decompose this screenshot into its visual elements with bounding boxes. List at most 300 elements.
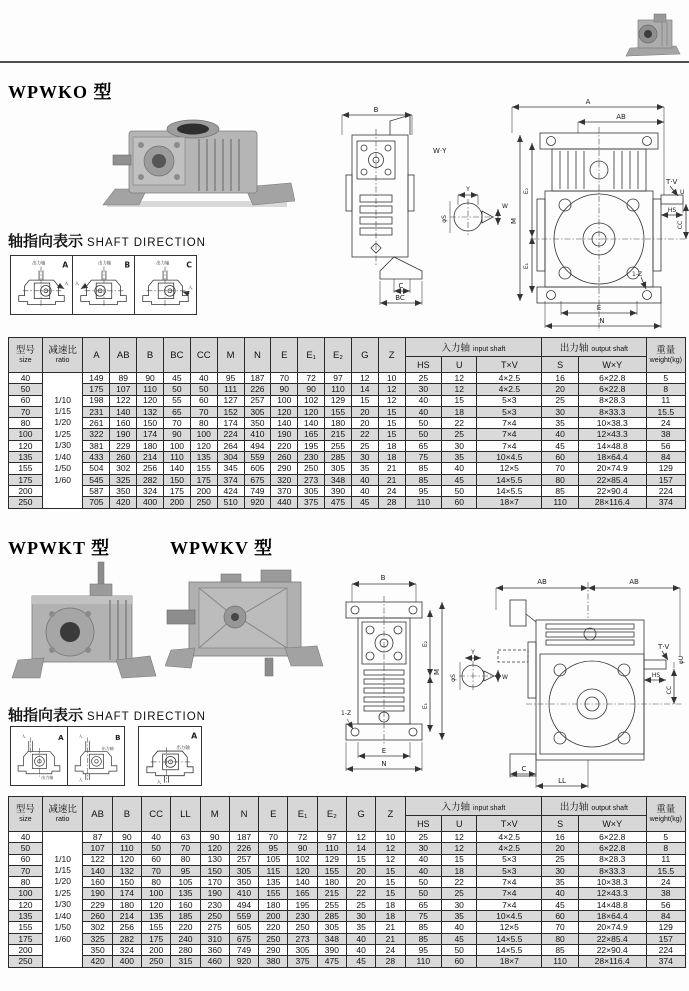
diagram-letter: C (186, 260, 193, 270)
cell-dim: 120 (200, 843, 229, 854)
wpwkt-product-photo (10, 560, 158, 688)
cell-dim: 420 (110, 497, 137, 508)
cell-dim: 350 (83, 944, 112, 955)
cell-dim: 135 (171, 888, 200, 899)
cell-dim: 18 (376, 911, 405, 922)
cell-input-shaft: 5×3 (477, 395, 542, 406)
cell-dim: 410 (244, 429, 271, 440)
cell-output-shaft: 110 (542, 497, 579, 508)
wpwko-shaft-section (450, 195, 498, 235)
cell-dim: 40 (346, 933, 375, 944)
cell-dim: 150 (112, 877, 141, 888)
cell-dim: 460 (200, 956, 229, 967)
cell-output-shaft: 80 (542, 933, 579, 944)
cell-dim: 260 (271, 452, 298, 463)
cell-weight: 11 (646, 395, 685, 406)
cell-input-shaft: 40 (442, 463, 477, 474)
cell-dim: 749 (244, 485, 271, 496)
cell-input-shaft: 25 (442, 888, 477, 899)
table-row (9, 922, 686, 933)
col-header-ratio-zh: 减速比 (48, 344, 77, 356)
cell-dim: 40 (346, 944, 375, 955)
ratio-value: 1/25 (54, 428, 71, 439)
cell-dim: 180 (137, 440, 164, 451)
cell-size: 50 (9, 843, 43, 854)
col-header-dim: BC (163, 338, 190, 373)
cell-dim: 305 (229, 865, 258, 876)
dim-label-ll: LL (558, 777, 566, 785)
cell-output-shaft: 85 (542, 944, 579, 955)
cell-output-shaft: 30 (542, 865, 579, 876)
cell-size: 200 (9, 944, 43, 955)
cell-weight: 84 (646, 452, 685, 463)
cell-dim: 175 (142, 933, 171, 944)
col-header-dim: E (259, 797, 288, 832)
cell-dim: 420 (83, 956, 112, 967)
cell-dim: 410 (229, 888, 258, 899)
shaft-direction-diagrams-2 (10, 726, 202, 786)
col-header-size-en: size (19, 815, 32, 823)
col-header-dim: CC (190, 338, 217, 373)
cell-dim: 135 (259, 877, 288, 888)
cell-dim: 175 (190, 474, 217, 485)
cell-dim: 12 (376, 854, 405, 865)
cell-dim: 155 (142, 922, 171, 933)
wpwko-dimension-drawing (330, 95, 689, 335)
cell-dim: 120 (298, 406, 325, 417)
cell-dim: 63 (171, 832, 200, 843)
cell-input-shaft: 85 (405, 922, 442, 933)
ratio-value: 1/20 (54, 417, 71, 428)
dim-label-phis: φS (441, 215, 448, 223)
output-shaft-label: 出力轴 (41, 775, 54, 781)
cell-size: 70 (9, 406, 43, 417)
cell-output-shaft: 60 (542, 911, 579, 922)
cell-output-shaft: 10×38.3 (578, 877, 646, 888)
cell-dim: 100 (190, 429, 217, 440)
cell-dim: 302 (83, 922, 112, 933)
cell-dim: 250 (259, 933, 288, 944)
cell-dim: 50 (142, 843, 171, 854)
dim-label-e2: E₂ (422, 640, 429, 648)
cell-input-shaft: 25 (405, 832, 442, 843)
col-header-input: HS (405, 357, 442, 373)
table-row (9, 497, 686, 508)
top-divider (0, 61, 689, 63)
dim-label-w: W (502, 674, 508, 681)
cell-dim: 375 (298, 497, 325, 508)
cell-output-shaft: 20 (542, 843, 579, 854)
cell-dim: 95 (259, 843, 288, 854)
cell-dim: 257 (244, 395, 271, 406)
cell-input-shaft: 12 (442, 843, 477, 854)
cell-input-shaft: 65 (405, 899, 442, 910)
cell-dim: 20 (351, 418, 378, 429)
cell-weight: 15.5 (646, 865, 685, 876)
cell-size: 250 (9, 956, 43, 967)
col-header-dim: G (346, 797, 375, 832)
col-group-input-shaft-zh: 入力轴 (441, 802, 471, 813)
cell-dim: 155 (190, 463, 217, 474)
cell-dim: 22 (346, 888, 375, 899)
cell-dim: 132 (137, 406, 164, 417)
cell-dim: 60 (190, 395, 217, 406)
cell-dim: 390 (325, 485, 352, 496)
cell-output-shaft: 28×116.4 (578, 956, 646, 967)
cell-dim: 305 (325, 463, 352, 474)
cell-dim: 45 (163, 373, 190, 384)
cell-ratio-list (42, 373, 83, 509)
cell-dim: 12 (346, 832, 375, 843)
header-row-1 (9, 797, 686, 816)
cell-dim: 260 (110, 452, 137, 463)
cell-dim: 180 (112, 899, 141, 910)
cell-dim: 174 (137, 429, 164, 440)
cell-dim: 229 (83, 899, 112, 910)
cell-weight: 56 (646, 899, 685, 910)
cell-dim: 190 (200, 888, 229, 899)
col-header-weight-en: weight(kg) (649, 815, 682, 823)
cell-dim: 165 (298, 429, 325, 440)
cell-input-shaft: 4×2.5 (477, 373, 542, 384)
col-header-input: U (442, 816, 477, 832)
cell-dim: 381 (83, 440, 110, 451)
cell-size: 100 (9, 888, 43, 899)
table-row (9, 933, 686, 944)
shaft-direction-diagrams-1 (10, 255, 197, 315)
cell-dim: 250 (298, 463, 325, 474)
dim-label-cc: CC (677, 220, 684, 230)
cell-input-shaft: 75 (405, 911, 442, 922)
cell-dim: 675 (229, 933, 258, 944)
cell-dim: 35 (351, 463, 378, 474)
cell-weight: 374 (646, 956, 685, 967)
cell-dim: 40 (351, 485, 378, 496)
cell-dim: 45 (346, 956, 375, 967)
cell-dim: 155 (317, 865, 346, 876)
cell-dim: 215 (317, 888, 346, 899)
cell-dim: 28 (376, 956, 405, 967)
cell-dim: 494 (244, 440, 271, 451)
cell-dim: 424 (217, 485, 244, 496)
col-header-output: W×Y (578, 816, 646, 832)
cell-input-shaft: 45 (442, 933, 477, 944)
cell-dim: 110 (112, 843, 141, 854)
col-group-input-shaft-en: input shaft (473, 805, 506, 812)
cell-dim: 360 (200, 944, 229, 955)
cell-dim: 261 (83, 418, 110, 429)
cell-dim: 132 (112, 865, 141, 876)
cell-input-shaft: 25 (405, 373, 442, 384)
col-header-ratio-en: ratio (55, 356, 70, 364)
wpwko-side-view (342, 115, 422, 305)
col-header-dim: AB (83, 797, 112, 832)
cell-dim: 290 (271, 463, 298, 474)
col-header-input: T×V (477, 816, 542, 832)
col-header-size (9, 797, 43, 832)
cell-dim: 240 (171, 933, 200, 944)
cell-dim: 190 (110, 429, 137, 440)
col-group-output-shaft-zh: 出力轴 (559, 802, 589, 813)
table-row (9, 406, 686, 417)
dim-label-u: U (680, 189, 685, 196)
cell-dim: 324 (137, 485, 164, 496)
cell-output-shaft: 25 (542, 854, 579, 865)
cell-input-shaft: 45 (442, 474, 477, 485)
cell-dim: 25 (346, 899, 375, 910)
cell-dim: 187 (229, 832, 258, 843)
col-header-input: HS (405, 816, 442, 832)
col-group-input-shaft (405, 797, 542, 816)
col-header-ratio-zh: 减速比 (48, 803, 77, 815)
cell-dim: 110 (163, 452, 190, 463)
cell-output-shaft: 28×116.4 (578, 497, 646, 508)
cell-output-shaft: 6×22.8 (578, 832, 646, 843)
cell-dim: 110 (325, 384, 352, 395)
cell-dim: 122 (110, 395, 137, 406)
col-header-size-zh: 型号 (15, 344, 35, 356)
cell-input-shaft: 15 (442, 854, 477, 865)
cell-dim: 18 (378, 452, 405, 463)
cell-dim: 475 (317, 956, 346, 967)
cell-output-shaft: 18×64.4 (578, 911, 646, 922)
cell-weight: 129 (646, 463, 685, 474)
input-label: 入 (21, 733, 26, 739)
dim-label-m: M (510, 217, 518, 225)
cell-dim: 20 (351, 406, 378, 417)
cell-dim: 200 (259, 911, 288, 922)
cell-output-shaft: 10×38.3 (578, 418, 646, 429)
ratio-value: 1/10 (54, 853, 71, 864)
cell-dim: 304 (217, 452, 244, 463)
cell-weight: 5 (646, 373, 685, 384)
cell-dim: 10 (378, 373, 405, 384)
cell-dim: 160 (83, 877, 112, 888)
diagram-letter: A (62, 260, 69, 270)
shaft-direction-diagram-b2 (67, 726, 125, 786)
cell-dim: 504 (83, 463, 110, 474)
cell-dim: 15 (376, 877, 405, 888)
cell-input-shaft: 7×4 (477, 888, 542, 899)
cell-output-shaft: 14×48.8 (578, 899, 646, 910)
heading-wpwkv: WPWKV 型 (170, 538, 274, 558)
cell-dim: 155 (325, 406, 352, 417)
cell-dim: 21 (378, 474, 405, 485)
cell-dim: 40 (142, 832, 171, 843)
cell-output-shaft: 12×43.3 (578, 429, 646, 440)
cell-dim: 15 (378, 418, 405, 429)
cell-dim: 214 (137, 452, 164, 463)
tv-shaft-section (459, 658, 498, 691)
dim-label-hs: HS (651, 672, 661, 679)
dim-label-e1: E₁ (523, 262, 530, 270)
cell-input-shaft: 95 (405, 944, 442, 955)
wpwkt-wpwkv-spec-table (8, 796, 686, 968)
cell-input-shaft: 14×5.5 (477, 944, 542, 955)
cell-dim: 230 (288, 911, 317, 922)
cell-dim: 350 (244, 418, 271, 429)
cell-dim: 55 (163, 395, 190, 406)
input-label: 入 (74, 282, 80, 287)
cell-dim: 50 (190, 384, 217, 395)
cell-dim: 195 (288, 899, 317, 910)
cell-dim: 12 (378, 395, 405, 406)
cell-input-shaft: 35 (442, 911, 477, 922)
col-header-weight (646, 338, 685, 373)
cell-dim: 12 (376, 843, 405, 854)
output-shaft-label: 出力轴 (156, 261, 170, 267)
product-thumbnail-photo (624, 10, 682, 58)
table-row (9, 843, 686, 854)
cell-dim: 285 (317, 911, 346, 922)
cell-dim: 230 (200, 899, 229, 910)
table-row (9, 474, 686, 485)
diagram-letter: A (191, 731, 198, 741)
cell-dim: 229 (110, 440, 137, 451)
cell-input-shaft: 30 (442, 899, 477, 910)
cell-dim: 559 (229, 911, 258, 922)
cell-dim: 190 (271, 429, 298, 440)
table-row (9, 832, 686, 843)
cell-dim: 350 (110, 485, 137, 496)
dim-label-ab2: AB (629, 578, 639, 586)
cell-dim: 250 (288, 922, 317, 933)
cell-output-shaft: 16 (542, 832, 579, 843)
cell-input-shaft: 95 (405, 485, 442, 496)
table-row (9, 888, 686, 899)
col-header-weight-en: weight(kg) (649, 356, 682, 364)
cell-dim: 400 (137, 497, 164, 508)
cell-weight: 24 (646, 418, 685, 429)
cell-input-shaft: 40 (405, 406, 442, 417)
col-group-input-shaft-en: input shaft (473, 346, 506, 353)
dim-label-e1: E₁ (422, 702, 429, 710)
shaft-direction-diagram-a (10, 255, 73, 315)
cell-input-shaft: 85 (405, 463, 442, 474)
cell-input-shaft: 7×4 (477, 440, 542, 451)
cell-dim: 10 (376, 832, 405, 843)
col-header-ratio (42, 338, 83, 373)
table-row (9, 854, 686, 865)
cell-dim: 231 (83, 406, 110, 417)
cell-dim: 100 (271, 395, 298, 406)
cell-dim: 80 (190, 418, 217, 429)
cell-dim: 280 (171, 944, 200, 955)
cell-input-shaft: 60 (442, 956, 477, 967)
cell-output-shaft: 22×90.4 (578, 944, 646, 955)
dim-label-m: M (433, 668, 441, 676)
cell-output-shaft: 70 (542, 463, 579, 474)
dim-label-hs: HS (667, 207, 677, 214)
cell-dim: 175 (83, 384, 110, 395)
cell-dim: 102 (288, 854, 317, 865)
table-row (9, 877, 686, 888)
col-header-weight-zh: 重量 (656, 803, 676, 815)
cell-dim: 220 (259, 922, 288, 933)
cell-input-shaft: 4×2.5 (477, 843, 542, 854)
cell-dim: 215 (325, 429, 352, 440)
dim-label-bc: BC (395, 294, 405, 302)
cell-weight: 157 (646, 474, 685, 485)
dim-label-wy: W·Y (433, 147, 447, 155)
cell-weight: 374 (646, 497, 685, 508)
cell-dim: 135 (190, 452, 217, 463)
col-header-output: S (542, 357, 579, 373)
cell-dim: 90 (200, 832, 229, 843)
col-header-dim: B (112, 797, 141, 832)
cell-dim: 256 (112, 922, 141, 933)
cell-dim: 40 (351, 474, 378, 485)
cell-dim: 390 (317, 944, 346, 955)
cell-dim: 97 (325, 373, 352, 384)
cell-dim: 150 (137, 418, 164, 429)
cell-input-shaft: 50 (442, 485, 477, 496)
cell-dim: 374 (217, 474, 244, 485)
cell-input-shaft: 12 (442, 373, 477, 384)
shaft-direction-diagram-c (134, 255, 197, 315)
cell-dim: 50 (163, 384, 190, 395)
dim-label-e: E (381, 747, 387, 755)
cell-weight: 56 (646, 440, 685, 451)
cell-dim: 21 (376, 933, 405, 944)
cell-dim: 185 (171, 911, 200, 922)
cell-dim: 705 (83, 497, 110, 508)
cell-dim: 273 (298, 474, 325, 485)
cell-weight: 224 (646, 485, 685, 496)
ratio-value: 1/10 (54, 394, 71, 405)
cell-weight: 5 (646, 832, 685, 843)
cell-dim: 140 (163, 463, 190, 474)
wpwko-spec-table (8, 337, 686, 509)
col-header-dim: E (271, 338, 298, 373)
cell-dim: 14 (351, 384, 378, 395)
output-shaft-label: 出力轴 (32, 261, 46, 267)
cell-dim: 250 (190, 497, 217, 508)
cell-dim: 129 (317, 854, 346, 865)
shaft-direction-diagram-a2 (10, 726, 68, 786)
cell-dim: 65 (163, 406, 190, 417)
cell-dim: 18 (378, 440, 405, 451)
cell-dim: 140 (298, 418, 325, 429)
ratio-value: 1/40 (54, 910, 71, 921)
cell-dim: 180 (325, 418, 352, 429)
cell-input-shaft: 30 (442, 440, 477, 451)
cell-dim: 285 (325, 452, 352, 463)
cell-dim: 22 (351, 429, 378, 440)
cell-input-shaft: 5×3 (477, 406, 542, 417)
cell-dim: 315 (171, 956, 200, 967)
cell-output-shaft: 8×28.3 (578, 395, 646, 406)
cell-input-shaft: 40 (405, 395, 442, 406)
cell-dim: 110 (137, 384, 164, 395)
cell-input-shaft: 4×2.5 (477, 832, 542, 843)
cell-dim: 305 (288, 944, 317, 955)
cell-weight: 15.5 (646, 406, 685, 417)
shaft-direction-en: SHAFT DIRECTION (87, 711, 206, 723)
cell-dim: 111 (217, 384, 244, 395)
cell-dim: 320 (271, 474, 298, 485)
table-row (9, 911, 686, 922)
cell-dim: 102 (298, 395, 325, 406)
cell-input-shaft: 7×4 (477, 899, 542, 910)
table-row (9, 956, 686, 967)
col-header-dim: Z (376, 797, 405, 832)
cell-dim: 90 (298, 384, 325, 395)
cell-input-shaft: 10×4.5 (477, 911, 542, 922)
col-header-dim: G (351, 338, 378, 373)
cell-input-shaft: 7×4 (477, 429, 542, 440)
cell-output-shaft: 6×22.8 (578, 373, 646, 384)
